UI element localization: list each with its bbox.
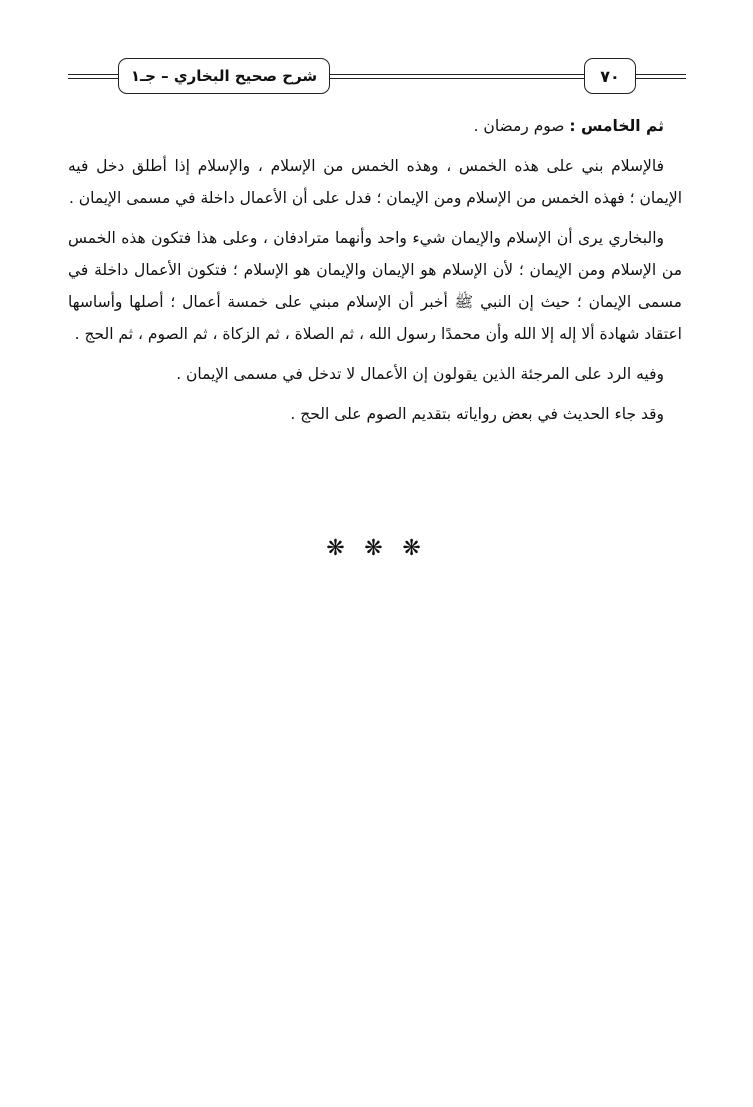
paragraph-1-lead: ثم الخامس : xyxy=(569,117,664,135)
page-body xyxy=(68,110,682,438)
header-rule-middle-top xyxy=(330,74,584,75)
paragraph-2: فالإسلام بني على هذه الخمس ، وهذه الخمس من الإسلام ، والإسلام إذا أطلق دخل فيه الإيمان ؛ فهذه الخمس من الإسلام ومن الإيمان ؛ فدل على أن الأعمال داخلة في مسمى الإيمان . xyxy=(68,157,682,207)
paragraph-1-text: صوم رمضان . xyxy=(473,117,570,135)
paragraph-4: وفيه الرد على المرجئة الذين يقولون إن الأعمال لا تدخل في مسمى الإيمان . xyxy=(176,365,664,383)
page-number: ٧٠ xyxy=(584,58,636,94)
header-rule-left-bottom xyxy=(68,78,118,79)
page-header xyxy=(68,58,688,98)
header-rule-middle-bottom xyxy=(330,78,584,79)
header-rule-right-bottom xyxy=(636,78,686,79)
paragraph-3: والبخاري يرى أن الإسلام والإيمان شيء واحد وأنهما مترادفان ، وعلى هذا فتكون هذه الخمس من الإسلام ومن الإيمان ؛ لأن الإسلام هو الإيمان والإيمان هو الإسلام ؛ فتكون الأعمال داخلة في مسمى الإيمان ؛ حيث إن النبي ﷺ أخبر أن الإسلام مبني على خمسة أعمال ؛ أصلها وأساسها اعتقاد شهادة ألا إله إلا الله وأن محمدًا رسول الله ، ثم الصلاة ، ثم الزكاة ، ثم الصوم ، ثم الحج . xyxy=(68,229,682,343)
section-separator: ❋ ❋ ❋ xyxy=(326,536,427,561)
header-rule-left-top xyxy=(68,74,118,75)
header-rule-right-top xyxy=(636,74,686,75)
paragraph-1 xyxy=(68,110,682,142)
paragraph-5: وقد جاء الحديث في بعض رواياته بتقديم الصوم على الحج . xyxy=(290,405,664,423)
running-title: شرح صحيح البخاري – جـ١ xyxy=(118,58,330,94)
